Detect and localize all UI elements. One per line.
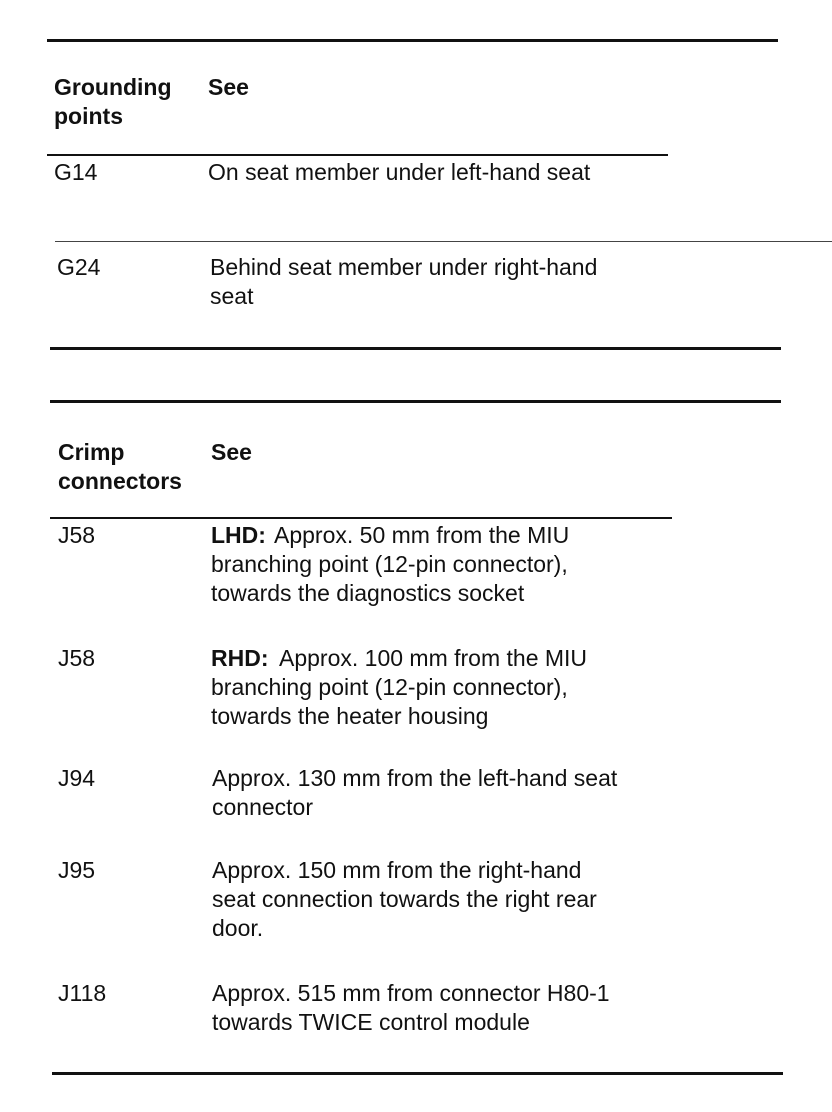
- crimp-top-rule: [50, 400, 781, 403]
- grounding-points-header: Grounding points: [54, 74, 172, 129]
- crimp-see-header: See: [211, 439, 252, 465]
- grounding-row-see: On seat member under left-hand seat: [208, 159, 591, 185]
- crimp-row-see: Approx. 100 mm from the MIU branching point (12-pin connector), towards the heater housing: [211, 645, 588, 729]
- crimp-row-see: Approx. 150 mm from the right-hand seat connection towards the right rear door.: [212, 857, 597, 941]
- crimp-bottom-rule: [52, 1072, 783, 1075]
- crimp-row-id: J95: [58, 857, 96, 883]
- top-rule: [47, 39, 778, 42]
- crimp-row-id: J58: [58, 522, 96, 548]
- crimp-row-id: J94: [58, 765, 96, 791]
- crimp-connectors-header: Crimp connectors: [58, 439, 182, 494]
- crimp-header-rule: [50, 517, 672, 519]
- crimp-row-see: Approx. 515 mm from connector H80-1 towards TWICE control module: [212, 980, 610, 1035]
- grounding-bottom-rule: [50, 347, 781, 350]
- crimp-row-see: Approx. 50 mm from the MIU branching point (12-pin connector), towards the diagnostics socket: [211, 522, 570, 606]
- grounding-header-rule: [47, 154, 668, 156]
- crimp-row-id: J58: [58, 645, 96, 671]
- grounding-row-id: G24: [57, 254, 101, 280]
- crimp-row-lead: RHD:: [211, 645, 269, 671]
- grounding-see-header: See: [208, 74, 249, 100]
- grounding-row-divider: [55, 241, 832, 242]
- crimp-row-id: J118: [58, 980, 107, 1006]
- grounding-row-id: G14: [54, 159, 98, 185]
- crimp-row-see: Approx. 130 mm from the left-hand seat connector: [212, 765, 618, 820]
- grounding-row-see: Behind seat member under right-hand seat: [210, 254, 598, 309]
- crimp-row-lead: LHD:: [211, 522, 266, 548]
